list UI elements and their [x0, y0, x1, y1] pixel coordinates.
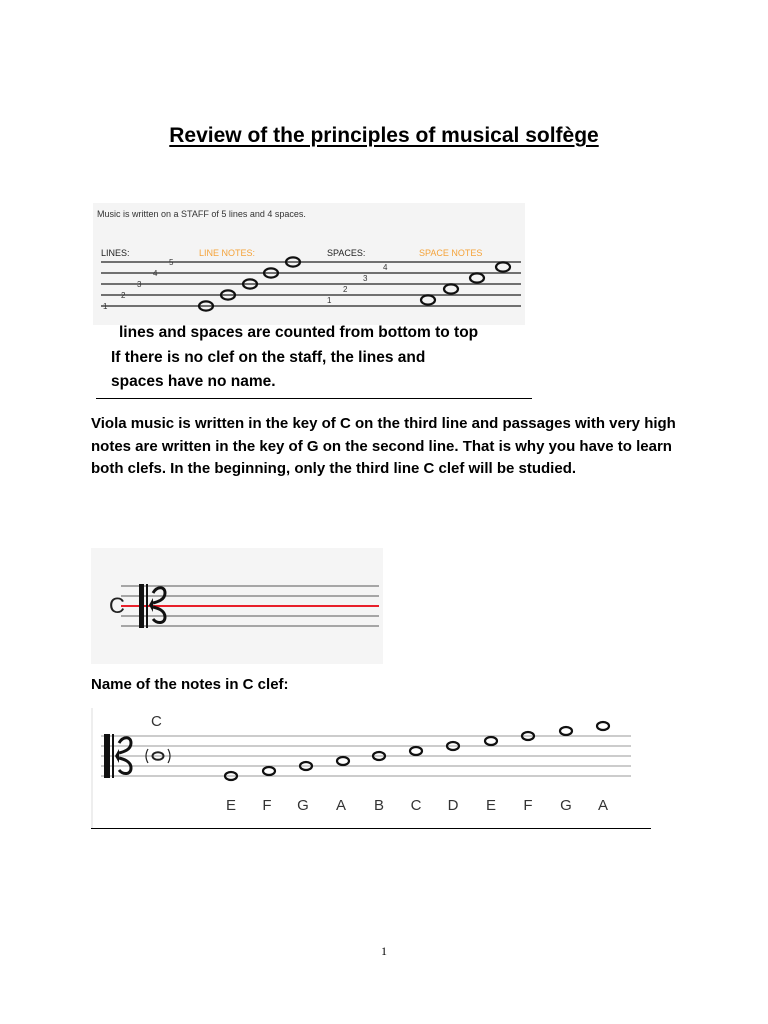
space-number-1: 1: [327, 296, 332, 305]
note-name-g: G: [297, 797, 309, 814]
space-note-3: [470, 273, 484, 282]
space-number-4: 4: [383, 263, 388, 272]
note-name-a: A: [335, 797, 347, 814]
space-number-3: 3: [363, 274, 368, 283]
note-name-a-high: A: [597, 797, 609, 814]
note-name-f-high: F: [523, 797, 533, 814]
no-clef-note-line-2: spaces have no name.: [111, 373, 276, 390]
no-clef-note-line-1: If there is no clef on the staff, the lines and: [111, 349, 426, 366]
space-note-2: [444, 284, 458, 293]
note-a-high: [597, 722, 609, 730]
notes-heading: Name of the notes in C clef:: [91, 676, 289, 693]
c-letter: C: [109, 593, 125, 618]
label-spaces: SPACES:: [327, 248, 366, 258]
note-name-g-high: G: [560, 797, 572, 814]
note-a: [337, 757, 349, 765]
space-note-1: [421, 295, 435, 304]
staff-lines-spaces-figure: [93, 203, 525, 325]
note-name-d: D: [447, 797, 459, 814]
note-name-f: F: [262, 797, 272, 814]
note-name-e-high: E: [485, 797, 497, 814]
c-clef-third-line-figure: [91, 548, 383, 664]
line-number-5: 5: [169, 258, 174, 267]
counting-note: lines and spaces are counted from bottom to top: [119, 324, 479, 341]
note-g-high: [560, 727, 572, 735]
line-number-1: 1: [103, 302, 108, 311]
staff-caption: Music is written on a STAFF of 5 lines and 4 spaces.: [97, 209, 306, 219]
label-line-notes: LINE NOTES:: [199, 248, 256, 258]
note-f: [263, 767, 275, 775]
viola-clef-paragraph: Viola music is written in the key of C on the third line and passages with very high notes are written in the key of G on the second line. That is why you have to learn both clefs. In the beginning, only the third line C clef will be studied.: [91, 415, 676, 477]
staff-lines: [101, 262, 521, 306]
line-number-3: 3: [137, 280, 142, 289]
divider-1: [96, 398, 532, 399]
page-number: 1: [381, 944, 387, 958]
note-c: [410, 747, 422, 755]
line-number-4: 4: [153, 269, 158, 278]
label-lines: LINES:: [101, 248, 130, 258]
middle-c-label: C: [151, 713, 162, 730]
divider-2: [91, 828, 651, 829]
note-e-high: [485, 737, 497, 745]
line-number-2: 2: [121, 291, 126, 300]
c-clef-notes-figure: [91, 706, 651, 830]
space-number-2: 2: [343, 285, 348, 294]
note-name-e: E: [225, 797, 237, 814]
note-name-c: C: [410, 797, 422, 814]
space-note-4: [496, 262, 510, 271]
note-name-b: B: [373, 797, 385, 814]
page-title: Review of the principles of musical solfège: [169, 124, 599, 147]
label-space-notes: SPACE NOTES: [419, 248, 483, 258]
